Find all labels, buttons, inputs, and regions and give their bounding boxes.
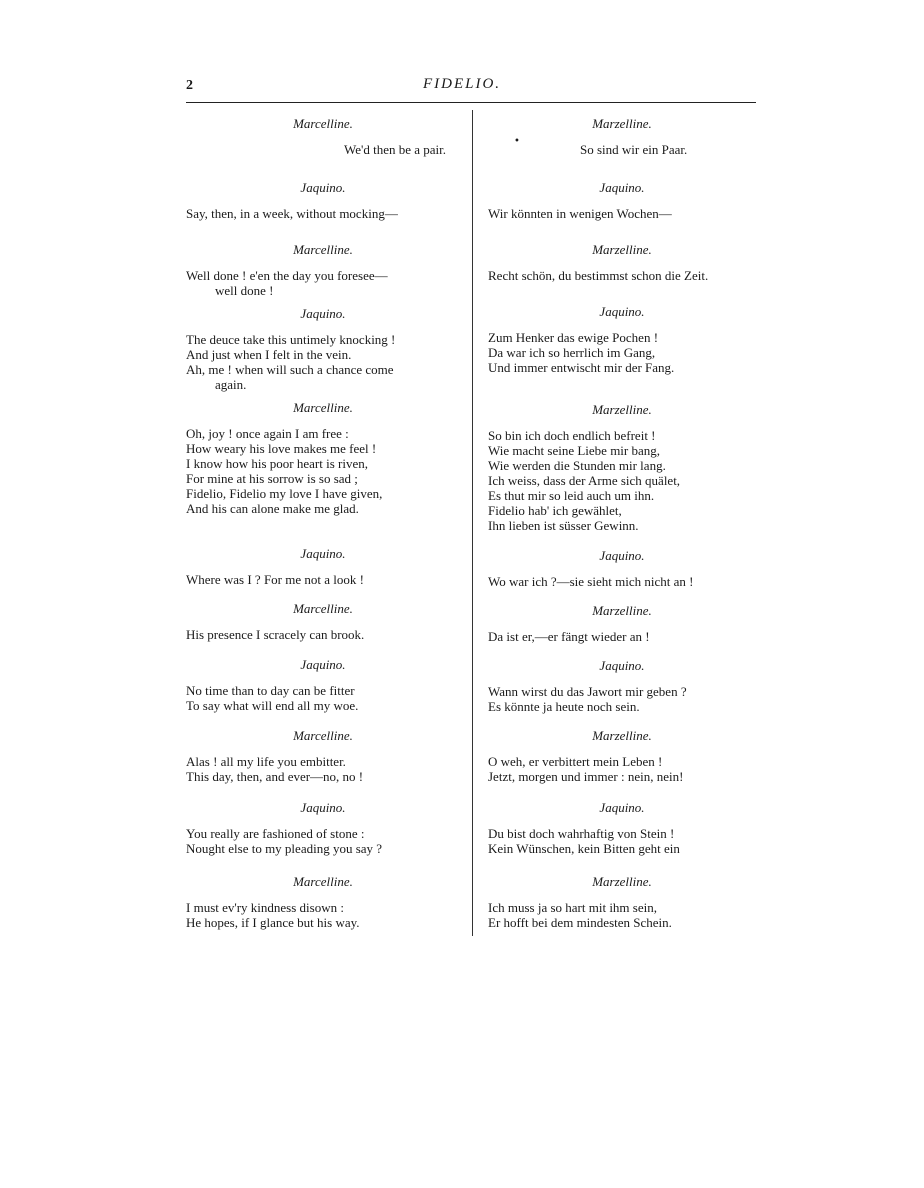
dialogue-block <box>186 180 460 221</box>
verse-line: Wann wirst du das Jawort mir geben ? <box>488 684 687 699</box>
verse-line: No time than to day can be fitter <box>186 683 355 698</box>
speaker-name: Jaquino. <box>300 657 346 672</box>
dialogue-block <box>488 548 756 589</box>
page-number: 2 <box>186 78 193 93</box>
dialogue-block <box>488 180 756 221</box>
running-title: FIDELIO. <box>422 76 502 92</box>
verse-line: Zum Henker das ewige Pochen ! <box>488 330 659 345</box>
verse-line: Fidelio hab' ich gewählet, <box>488 503 622 518</box>
verse-line: His presence I scracely can brook. <box>186 627 365 642</box>
speaker-name: Marcelline. <box>293 116 353 131</box>
verse-line: Es könnte ja heute noch sein. <box>488 699 640 714</box>
dialogue-block <box>186 800 460 856</box>
dialogue-block <box>186 657 460 713</box>
speaker-name: Marcelline. <box>293 400 353 415</box>
english-column <box>186 0 460 1188</box>
dialogue-block <box>488 800 756 856</box>
verse-line: I know how his poor heart is riven, <box>186 456 368 471</box>
verse-line: Kein Wünschen, kein Bitten geht ein <box>488 841 680 856</box>
verse-line: Ah, me ! when will such a chance come <box>186 362 394 377</box>
verse-line: For mine at his sorrow is so sad ; <box>186 471 358 486</box>
speaker-name: Marcelline. <box>293 601 353 616</box>
verse-line: Du bist doch wahrhaftig von Stein ! <box>488 826 675 841</box>
verse-line: Wo war ich ?—sie sieht mich nicht an ! <box>488 574 694 589</box>
verse-line: Jetzt, morgen und immer : nein, nein! <box>488 769 684 784</box>
dialogue-block <box>488 402 756 533</box>
verse-line: Recht schön, du bestimmst schon die Zeit. <box>488 268 709 283</box>
dialogue-block <box>488 242 756 283</box>
dialogue-block <box>186 116 460 157</box>
verse-line: This day, then, and ever—no, no ! <box>186 769 364 784</box>
speaker-name: Jaquino. <box>300 800 346 815</box>
speaker-name: Jaquino. <box>599 180 645 195</box>
verse-line: Say, then, in a week, without mocking— <box>186 206 398 221</box>
verse-line: Nought else to my pleading you say ? <box>186 841 383 856</box>
verse-line: Ihn lieben ist süsser Gewinn. <box>488 518 639 533</box>
speaker-name: Jaquino. <box>300 546 346 561</box>
verse-line: And just when I felt in the vein. <box>186 347 352 362</box>
verse-line: again. <box>215 377 247 392</box>
dialogue-block <box>186 601 460 642</box>
verse-line: We'd then be a pair. <box>343 142 446 157</box>
speaker-name: Jaquino. <box>599 800 645 815</box>
verse-line: Wir könnten in wenigen Wochen— <box>488 206 672 221</box>
speaker-name: Marzelline. <box>592 242 652 257</box>
dialogue-block <box>488 874 756 930</box>
speaker-name: Marzelline. <box>592 116 652 131</box>
dialogue-block <box>488 304 756 375</box>
dialogue-block <box>488 116 756 157</box>
dialogue-block <box>186 728 460 784</box>
speaker-name: Jaquino. <box>300 306 346 321</box>
verse-line: well done ! <box>215 283 274 298</box>
dialogue-block <box>186 400 460 516</box>
verse-line: Well done ! e'en the day you foresee— <box>186 268 388 283</box>
verse-line: Und immer entwischt mir der Fang. <box>488 360 675 375</box>
speaker-name: Jaquino. <box>599 658 645 673</box>
german-column <box>488 0 756 1188</box>
verse-line: To say what will end all my woe. <box>186 698 359 713</box>
dialogue-block <box>186 242 460 298</box>
verse-line: So sind wir ein Paar. <box>580 142 688 157</box>
verse-line: How weary his love makes me feel ! <box>186 441 377 456</box>
verse-line: He hopes, if I glance but his way. <box>186 915 360 930</box>
speaker-name: Jaquino. <box>599 304 645 319</box>
verse-line: Alas ! all my life you embitter. <box>186 754 346 769</box>
dialogue-block <box>186 874 460 930</box>
speaker-name: Marcelline. <box>293 728 353 743</box>
dialogue-block <box>488 658 756 714</box>
verse-line: Wie werden die Stunden mir lang. <box>488 458 666 473</box>
verse-line: O weh, er verbittert mein Leben ! <box>488 754 663 769</box>
verse-line: Ich weiss, dass der Arme sich quälet, <box>488 473 681 488</box>
verse-line: Er hofft bei dem mindesten Schein. <box>488 915 672 930</box>
dialogue-block <box>488 728 756 784</box>
dialogue-block <box>186 546 460 587</box>
speaker-name: Marcelline. <box>293 242 353 257</box>
speaker-name: Marzelline. <box>592 402 652 417</box>
verse-line: Where was I ? For me not a look ! <box>186 572 364 587</box>
speaker-name: Marzelline. <box>592 603 652 618</box>
verse-line: So bin ich doch endlich befreit ! <box>488 428 656 443</box>
speaker-name: Jaquino. <box>300 180 346 195</box>
verse-line: Da ist er,—er fängt wieder an ! <box>488 629 650 644</box>
verse-line: Es thut mir so leid auch um ihn. <box>488 488 655 503</box>
bullet-mark: • <box>514 136 520 147</box>
speaker-name: Marzelline. <box>592 874 652 889</box>
verse-line: Ich muss ja so hart mit ihm sein, <box>488 900 657 915</box>
verse-line: Oh, joy ! once again I am free : <box>186 426 349 441</box>
verse-line: And his can alone make me glad. <box>186 501 359 516</box>
verse-line: I must ev'ry kindness disown : <box>186 900 344 915</box>
speaker-name: Marzelline. <box>592 728 652 743</box>
verse-line: Wie macht seine Liebe mir bang, <box>488 443 661 458</box>
verse-line: Fidelio, Fidelio my love I have given, <box>186 486 383 501</box>
verse-line: The deuce take this untimely knocking ! <box>186 332 396 347</box>
dialogue-block <box>488 603 756 644</box>
verse-line: Da war ich so herrlich im Gang, <box>488 345 656 360</box>
dialogue-block <box>186 306 460 392</box>
speaker-name: Jaquino. <box>599 548 645 563</box>
speaker-name: Marcelline. <box>293 874 353 889</box>
column-divider <box>472 110 473 936</box>
verse-line: You really are fashioned of stone : <box>186 826 365 841</box>
